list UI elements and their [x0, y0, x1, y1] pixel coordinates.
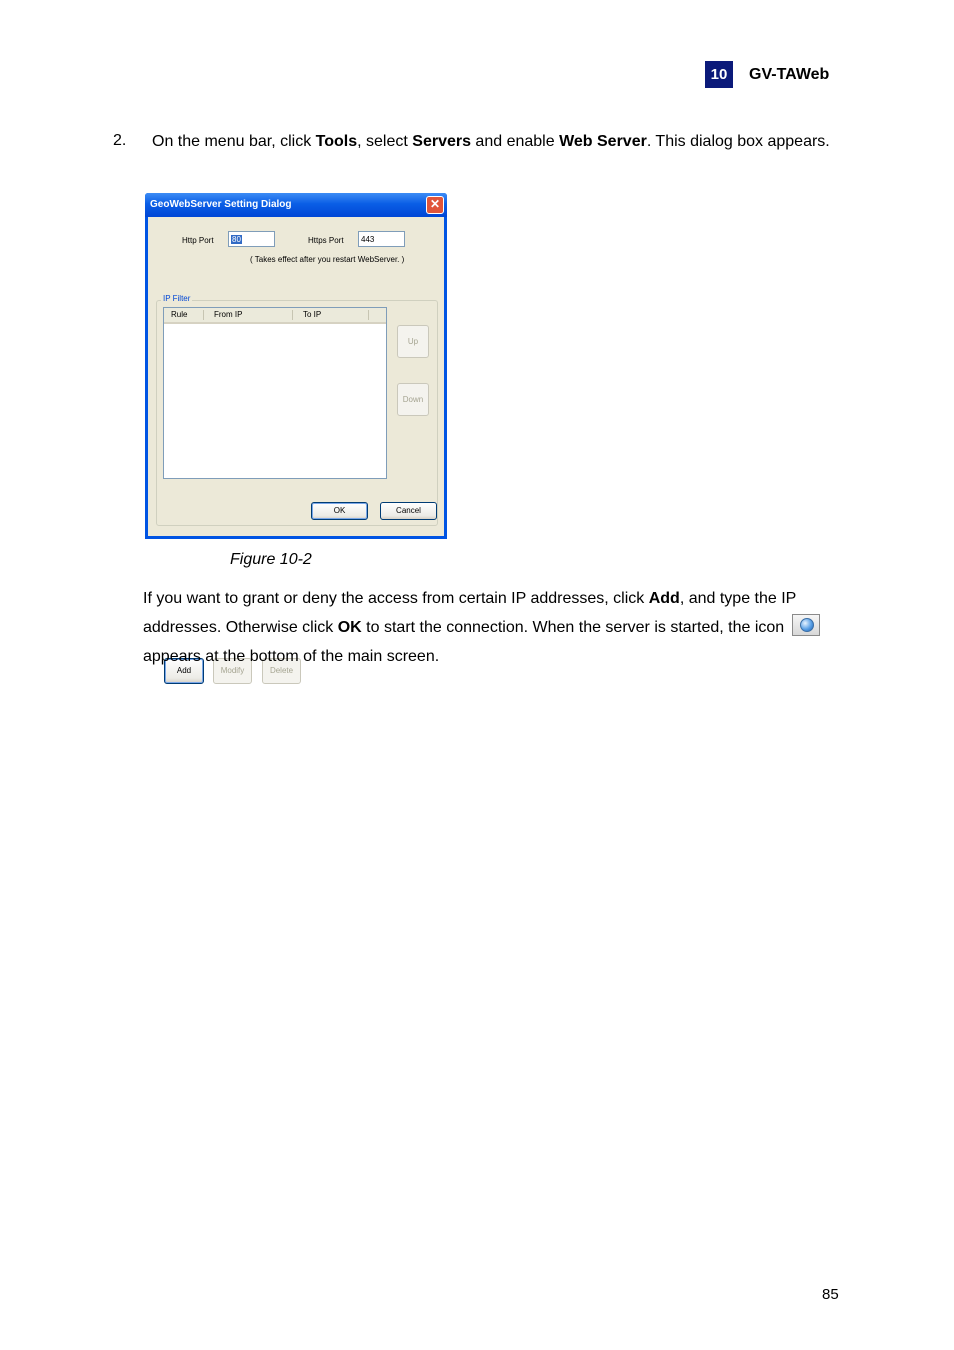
step-text: [152, 127, 842, 156]
http-port-value: 80: [232, 235, 241, 244]
column-to-ip[interactable]: To IP: [303, 310, 322, 319]
column-from-ip[interactable]: From IP: [214, 310, 243, 319]
list-header: [164, 308, 386, 324]
ok-button[interactable]: OK: [311, 502, 368, 520]
body-text-part: , and type the IP addresses. Otherwise click: [143, 590, 797, 636]
body-text-part: Add: [648, 590, 680, 607]
delete-button[interactable]: Delete: [262, 658, 301, 684]
chapter-title: GV-TAWeb: [749, 66, 830, 83]
step-text-part: Servers: [412, 133, 471, 150]
modify-button[interactable]: Modify: [213, 658, 252, 684]
dialog-titlebar: [145, 193, 447, 217]
ip-filter-list[interactable]: [163, 307, 387, 479]
up-button[interactable]: Up: [397, 325, 429, 358]
body-text-part: to start the connection. When the server is started, the icon: [361, 619, 785, 636]
down-button[interactable]: Down: [397, 383, 429, 416]
restart-note: ( Takes effect after you restart WebServer. ): [250, 255, 405, 264]
column-rule[interactable]: Rule: [171, 310, 188, 319]
step-text-part: . This dialog box appears.: [646, 133, 830, 150]
step-text-part: , select: [357, 133, 413, 150]
body-text-part: If you want to grant or deny the access from certain IP addresses, click: [143, 590, 649, 607]
column-separator: [368, 310, 369, 320]
step-text-part: and enable: [470, 133, 560, 150]
https-port-input[interactable]: 443: [358, 231, 405, 247]
http-port-label: Http Port: [182, 236, 214, 245]
column-separator: [203, 310, 204, 320]
close-button[interactable]: ✕: [426, 196, 444, 214]
web-server-globe-icon: [792, 614, 820, 636]
page-number: 85: [822, 1286, 839, 1303]
https-port-label: Https Port: [308, 236, 344, 245]
step-text-part: Web Server: [559, 133, 647, 150]
cancel-button[interactable]: Cancel: [380, 502, 437, 520]
step-text-part: Tools: [315, 133, 358, 150]
ip-filter-label: IP Filter: [163, 294, 191, 303]
body-text-part: appears at the bottom of the main screen.: [143, 648, 440, 665]
body-text-part: OK: [337, 619, 362, 636]
step-text-part: On the menu bar, click: [152, 133, 316, 150]
add-button[interactable]: Add: [164, 658, 204, 684]
column-separator: [292, 310, 293, 320]
figure-caption: Figure 10-2: [230, 551, 312, 568]
globe-icon: [800, 618, 814, 632]
http-port-input[interactable]: [228, 231, 275, 247]
step-number: 2.: [113, 132, 127, 149]
dialog-title: GeoWebServer Setting Dialog: [150, 199, 292, 210]
body-paragraph: [143, 584, 848, 671]
chapter-badge: 10: [705, 61, 733, 88]
